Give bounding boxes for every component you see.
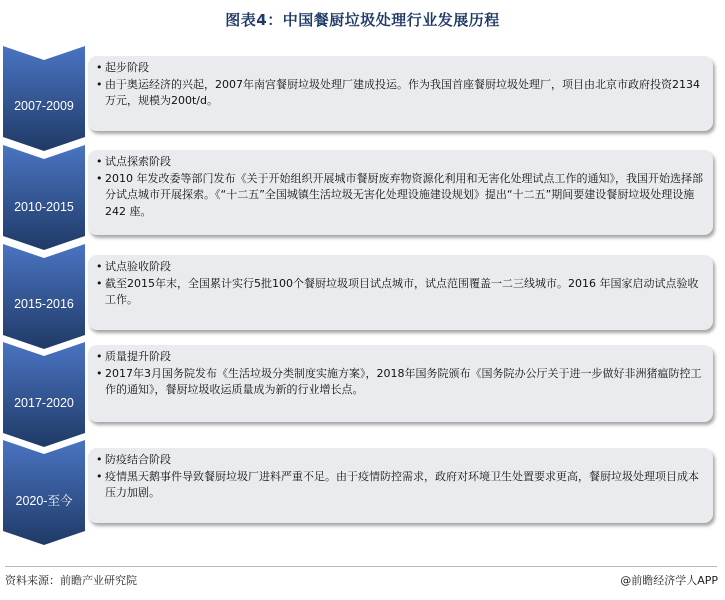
stage-heading: • 试点探索阶段: [96, 155, 171, 168]
footer-divider: [5, 566, 717, 567]
stage-detail: • 2017年3月国务院发布《生活垃圾分类制度实施方案》，2018年国务院颁布《国务院办公厅关于进一步做好非洲猪瘟防控工作的通知》，餐厨垃圾收运质量成为新的行业增长点。: [96, 366, 702, 396]
stage-detail: • 截至2015年末，全国累计实行5批100个餐厨垃圾项目试点城市，试点范围覆盖一二三线城市。2016 年国家启动试点验收工作。: [96, 276, 699, 306]
timeline-chevron-2: [3, 145, 85, 250]
stage-card: [88, 56, 713, 131]
figure-title: 图表4：中国餐厨垃圾处理行业发展历程: [225, 11, 500, 29]
period-label: 2020-至今: [15, 494, 73, 508]
stage-heading: • 起步阶段: [96, 61, 149, 74]
stage-heading: • 防疫结合阶段: [96, 453, 171, 466]
stage-card: [88, 448, 713, 523]
period-label: 2007-2009: [14, 99, 74, 113]
period-label: 2010-2015: [14, 200, 74, 214]
stage-detail: • 由于奥运经济的兴起，2007年南宫餐厨垃圾处理厂建成投运。作为我国首座餐厨垃圾处理厂，项目由北京市政府投资2134万元，规模为200t/d。: [96, 77, 700, 107]
stage-card: [88, 345, 713, 422]
timeline-chevron-4: [3, 342, 85, 447]
source-note: 资料来源：前瞻产业研究院: [5, 574, 137, 587]
period-label: 2017-2020: [14, 396, 74, 410]
credit-note: @前瞻经济学人APP: [620, 574, 718, 587]
stage-heading: • 质量提升阶段: [96, 350, 171, 363]
stage-detail: • 疫情黑天鹅事件导致餐厨垃圾厂进料严重不足。由于疫情防控需求，政府对环境卫生处置要求更高，餐厨垃圾处理项目成本压力加剧。: [96, 469, 699, 499]
stage-heading: • 试点验收阶段: [96, 260, 171, 273]
period-label: 2015-2016: [14, 297, 74, 311]
stage-card: [88, 255, 713, 330]
stage-detail: • 2010 年发改委等部门发布《关于开始组织开展城市餐厨废弃物资源化利用和无害化处理试点工作的通知》，我国开始选择部分试点城市开展探索。《“十二五”全国城镇生活垃圾无害化处理设施建设规划》提出“十二五”期间要建设餐厨垃圾处理设施 242 座。: [96, 171, 703, 218]
stage-card: [88, 150, 713, 235]
